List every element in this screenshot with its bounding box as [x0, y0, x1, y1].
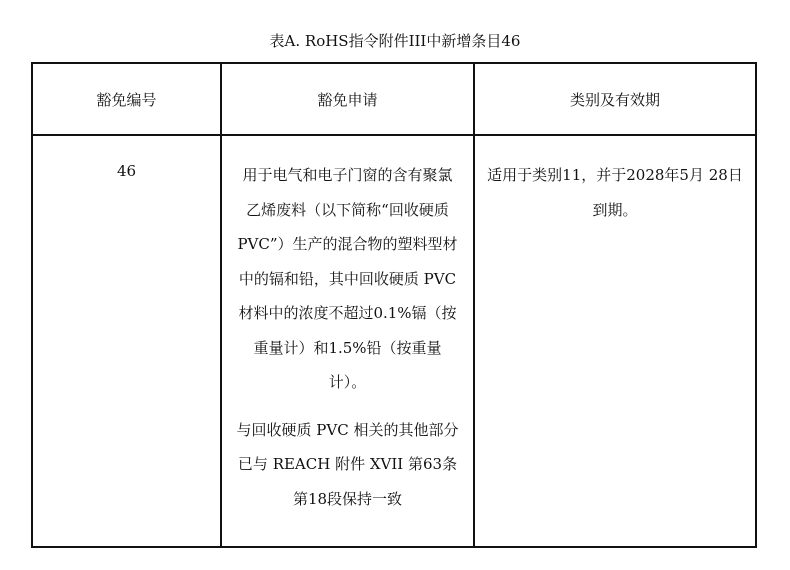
header-exemption-application: 豁免申请	[221, 63, 474, 135]
text-line: 计）。	[328, 373, 367, 391]
text-line: 适用于类别11，并于2028年5月 28日	[487, 166, 743, 184]
table-caption: 表A. RoHS指令附件III中新增条目46	[269, 32, 521, 50]
header-exemption-number: 豁免编号	[32, 63, 221, 135]
text-line: 用于电气和电子门窗的含有聚氯	[242, 166, 453, 184]
text-line: 重量计）和1.5%铅（按重量	[253, 338, 442, 357]
text-line: 与回收硬质 PVC 相关的其他部分	[236, 420, 459, 439]
text-line: PVC”）生产的混合物的塑料型材	[237, 235, 458, 253]
table-row	[32, 135, 756, 547]
application-paragraph-1	[224, 158, 471, 400]
text-line: 乙烯废料（以下简称“回收硬质	[246, 200, 449, 219]
cell-category-validity	[474, 135, 756, 547]
text-line: 中的镉和铅，其中回收硬质 PVC	[238, 269, 457, 288]
header-category-validity: 类别及有效期	[474, 63, 756, 135]
table-header-row	[32, 63, 756, 135]
application-paragraph-2	[224, 413, 471, 517]
text-line: 已与 REACH 附件 XVII 第63条	[237, 455, 458, 473]
text-line: 第18段保持一致	[292, 489, 403, 508]
cell-exemption-application	[221, 135, 474, 547]
text-line: 到期。	[592, 200, 638, 219]
cell-exemption-number: 46	[32, 135, 221, 547]
exemption-table	[31, 62, 757, 548]
text-line: 材料中的浓度不超过0.1%镉（按	[238, 304, 457, 322]
